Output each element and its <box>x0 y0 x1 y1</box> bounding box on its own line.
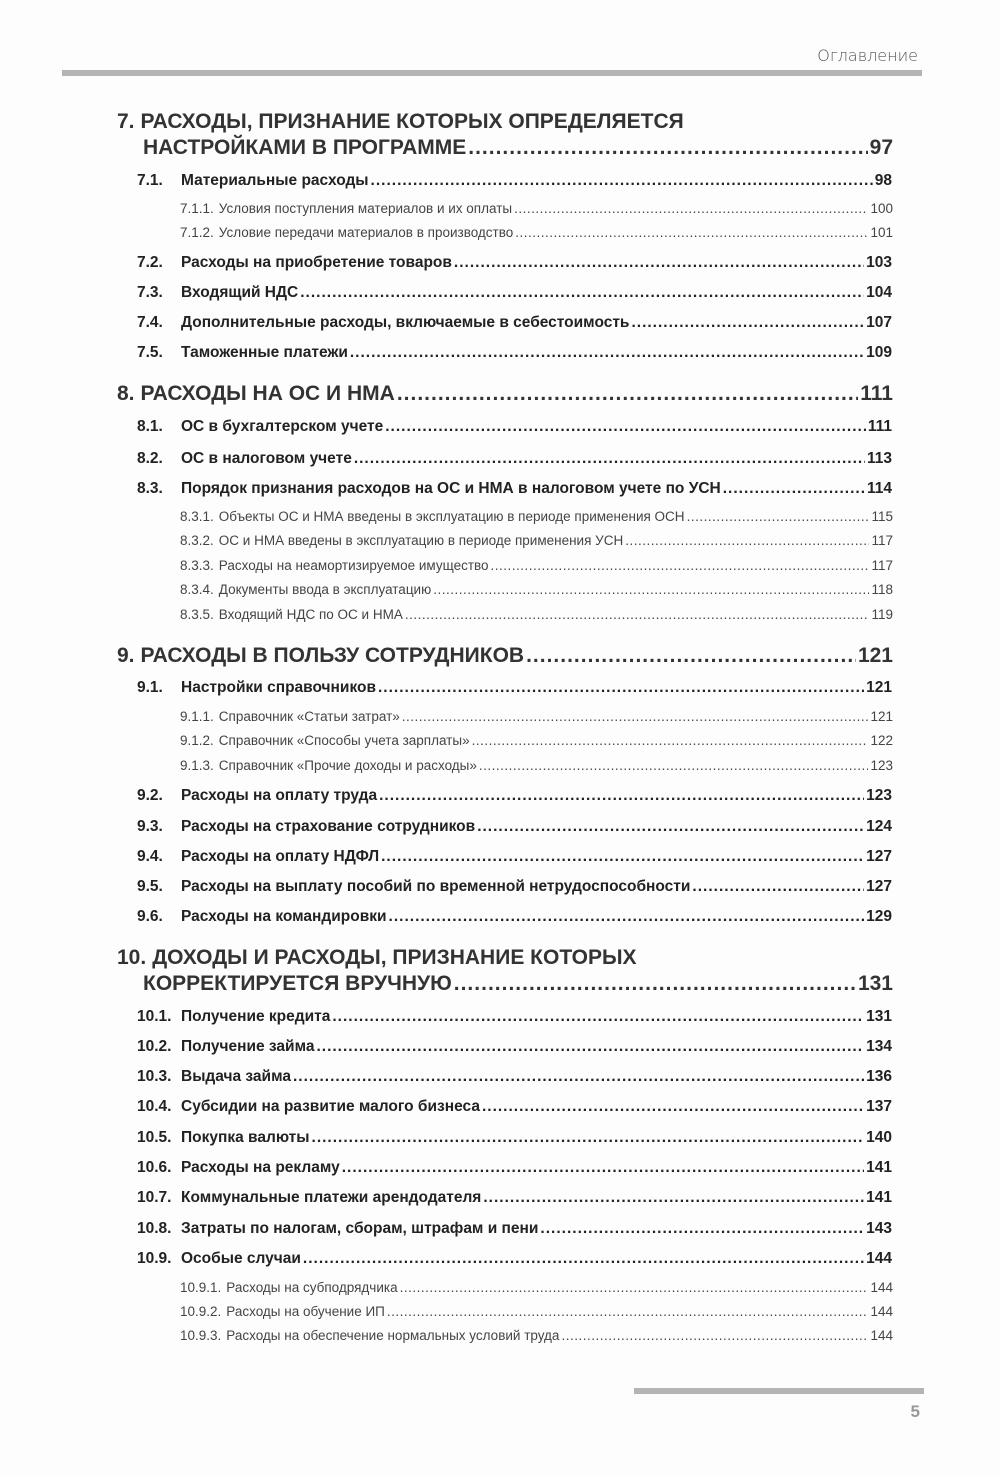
entry-title: Расходы на оплату НДФЛ <box>181 848 380 865</box>
dot-leader <box>350 344 864 362</box>
entry-title: Справочник «Прочие доходы и расходы» <box>218 758 477 773</box>
entry-page: 140 <box>866 1129 892 1146</box>
entry-number: 10.3. <box>137 1068 172 1085</box>
entry-number: 7.2. <box>137 254 163 271</box>
entry-number: 8.1. <box>137 418 163 435</box>
entry-title: Расходы на приобретение товаров <box>181 254 452 271</box>
toc-entry[interactable] <box>137 344 892 362</box>
entry-page: 127 <box>866 878 892 895</box>
toc-entry[interactable] <box>137 418 892 436</box>
entry-title: Входящий НДС <box>181 284 299 301</box>
entry-page: 107 <box>866 314 892 331</box>
entry-title: Порядок признания расходов на ОС и НМА в налоговом учете по УСН <box>181 480 721 497</box>
entry-page: 111 <box>867 418 892 435</box>
entry-title: Материальные расходы <box>181 172 369 189</box>
dot-leader <box>303 1250 864 1268</box>
entry-title: ОС в бухгалтерском учете <box>181 418 384 435</box>
toc-entry[interactable] <box>180 733 893 748</box>
entry-number: 7.5. <box>137 344 163 361</box>
entry-page: 131 <box>857 972 893 995</box>
dot-leader <box>293 1068 864 1086</box>
entry-page: 109 <box>866 344 892 361</box>
toc-entry[interactable] <box>137 1250 892 1268</box>
dot-leader <box>515 225 868 240</box>
dot-leader <box>385 418 866 436</box>
entry-title: Получение займа <box>181 1038 315 1055</box>
entry-title: Документы ввода в эксплуатацию <box>218 582 432 597</box>
entry-title: РАСХОДЫ В ПОЛЬЗУ СОТРУДНИКОВ <box>140 644 525 667</box>
toc-entry[interactable] <box>180 607 893 622</box>
entry-number: 10.9.1. <box>180 1280 222 1295</box>
entry-title: Таможенные платежи <box>181 344 348 361</box>
dot-leader <box>381 848 864 866</box>
toc-entry[interactable] <box>137 908 892 926</box>
entry-number: 9.1.2. <box>180 733 214 748</box>
entry-number: 9.1. <box>137 679 163 696</box>
toc-entry[interactable] <box>180 558 893 573</box>
toc-entry[interactable] <box>180 1328 893 1343</box>
footer-rule <box>634 1388 924 1394</box>
entry-number: 10.8. <box>137 1220 172 1237</box>
entry-page: 144 <box>866 1250 892 1267</box>
toc-entry[interactable] <box>180 582 893 597</box>
entry-number: 7.1.1. <box>180 201 214 216</box>
entry-number: 8. <box>117 382 135 405</box>
entry-number: 7.3. <box>137 284 163 301</box>
toc-entry[interactable] <box>137 254 892 272</box>
entry-title: Особые случаи <box>181 1250 301 1267</box>
entry-page: 144 <box>870 1280 893 1295</box>
entry-page: 117 <box>871 558 893 573</box>
toc-entry[interactable] <box>180 225 893 240</box>
dot-leader <box>483 1189 864 1207</box>
toc-entry[interactable] <box>137 450 892 468</box>
toc-entry[interactable] <box>117 644 893 668</box>
entry-title: Справочник «Статьи затрат» <box>218 709 400 724</box>
entry-number: 8.3.1. <box>180 509 214 524</box>
entry-title: Коммунальные платежи арендодателя <box>181 1189 482 1206</box>
entry-title-cont: КОРРЕКТИРУЕТСЯ ВРУЧНУЮ <box>143 972 452 995</box>
entry-page: 121 <box>870 709 893 724</box>
toc-entry[interactable] <box>180 709 893 724</box>
toc-entry[interactable] <box>137 1038 892 1056</box>
entry-title: Расходы на неамортизируемое имущество <box>218 558 489 573</box>
entry-title: Расходы на командировки <box>181 908 387 925</box>
toc-entry[interactable] <box>137 1189 892 1207</box>
entry-page: 122 <box>870 733 893 748</box>
toc-entry-line1 <box>117 110 893 134</box>
entry-number: 10.1. <box>137 1008 172 1025</box>
dot-leader <box>454 254 864 272</box>
entry-page: 136 <box>866 1068 892 1085</box>
dot-leader <box>387 1304 869 1319</box>
entry-number: 9.1.1. <box>180 709 214 724</box>
toc-entry[interactable] <box>137 480 892 498</box>
entry-title: Расходы на оплату труда <box>181 787 378 804</box>
toc-entry[interactable] <box>143 972 893 996</box>
entry-page: 131 <box>866 1008 892 1025</box>
entry-number: 10.5. <box>137 1129 172 1146</box>
toc-entry[interactable] <box>143 136 893 160</box>
entry-page: 127 <box>866 848 892 865</box>
entry-title: Входящий НДС по ОС и НМА <box>218 607 403 622</box>
entry-page: 101 <box>870 225 893 240</box>
entry-number: 10.2. <box>137 1038 172 1055</box>
dot-leader <box>316 1038 864 1056</box>
dot-leader <box>342 1159 864 1177</box>
toc-entry[interactable] <box>180 1304 893 1319</box>
dot-leader <box>692 878 864 896</box>
toc-entry[interactable] <box>137 1220 892 1238</box>
entry-number: 9.6. <box>137 908 163 925</box>
entry-title: ОС в налоговом учете <box>181 450 352 467</box>
entry-title: Объекты ОС и НМА введены в эксплуатацию в периоде применения ОСН <box>218 509 685 524</box>
entry-number: 10.9. <box>137 1250 172 1267</box>
dot-leader <box>477 818 864 836</box>
entry-title: ДОХОДЫ И РАСХОДЫ, ПРИЗНАНИЕ КОТОРЫХ <box>152 946 637 969</box>
toc-entry[interactable] <box>117 382 893 406</box>
dot-leader <box>631 314 864 332</box>
entry-title: Условие передачи материалов в производство <box>218 225 514 240</box>
entry-number: 7.1.2. <box>180 225 214 240</box>
toc-entry[interactable] <box>180 1280 893 1295</box>
dot-leader <box>354 450 865 468</box>
entry-title: Расходы на выплату пособий по временной нетрудоспособности <box>181 878 691 895</box>
toc-entry[interactable] <box>180 509 893 524</box>
entry-page: 113 <box>866 450 892 467</box>
dot-leader <box>300 284 864 302</box>
header-rule <box>62 70 922 76</box>
toc-entry[interactable] <box>180 533 893 548</box>
entry-number: 10.4. <box>137 1098 172 1115</box>
toc-entry[interactable] <box>137 1068 892 1086</box>
dot-leader <box>491 558 870 573</box>
entry-number: 10.7. <box>137 1189 172 1206</box>
entry-number: 10.9.2. <box>180 1304 222 1319</box>
entry-title: Дополнительные расходы, включаемые в себестоимость <box>181 314 630 331</box>
dot-leader <box>405 607 870 622</box>
entry-number: 9.4. <box>137 848 163 865</box>
entry-page: 104 <box>866 284 892 301</box>
entry-title: Настройки справочников <box>181 679 376 696</box>
toc-entry[interactable] <box>137 878 892 896</box>
entry-number: 7.1. <box>137 172 163 189</box>
entry-title: Расходы на страхование сотрудников <box>181 818 476 835</box>
entry-number: 9.2. <box>137 787 163 804</box>
entry-title: Условия поступления материалов и их оплаты <box>218 201 513 216</box>
entry-page: 144 <box>870 1328 893 1343</box>
toc-entry[interactable] <box>180 758 893 773</box>
dot-leader <box>378 679 864 697</box>
entry-number: 8.3.5. <box>180 607 214 622</box>
dot-leader <box>514 201 868 216</box>
entry-title: Расходы на обеспечение нормальных условий труда <box>226 1328 560 1343</box>
entry-title-cont: НАСТРОЙКАМИ В ПРОГРАММЕ <box>143 136 467 159</box>
toc-entry[interactable] <box>137 284 892 302</box>
entry-number: 8.3.2. <box>180 533 214 548</box>
dot-leader <box>561 1328 868 1343</box>
entry-number: 7.4. <box>137 314 163 331</box>
toc-entry[interactable] <box>137 1159 892 1177</box>
dot-leader <box>389 908 865 926</box>
entry-title: Выдача займа <box>181 1068 291 1085</box>
entry-number: 8.3.3. <box>180 558 214 573</box>
entry-title: Расходы на субподрядчика <box>226 1280 398 1295</box>
entry-page: 123 <box>870 758 893 773</box>
dot-leader <box>625 533 869 548</box>
toc-entry[interactable] <box>137 679 892 697</box>
entry-page: 137 <box>866 1098 892 1115</box>
dot-leader <box>482 1098 864 1116</box>
entry-page: 144 <box>870 1304 893 1319</box>
entry-title: Затраты по налогам, сборам, штрафам и пени <box>181 1220 539 1237</box>
entry-page: 143 <box>866 1220 892 1237</box>
entry-title: ОС и НМА введены в эксплуатацию в периоде применения УСН <box>218 533 624 548</box>
entry-number: 7. <box>117 110 135 133</box>
entry-number: 9.1.3. <box>180 758 214 773</box>
entry-page: 141 <box>866 1189 892 1206</box>
entry-number: 10.6. <box>137 1159 172 1176</box>
entry-title: Расходы на рекламу <box>181 1159 340 1176</box>
entry-page: 118 <box>871 582 893 597</box>
entry-title: Покупка валюты <box>181 1129 310 1146</box>
toc-entry[interactable] <box>137 314 892 332</box>
toc-entry-line1 <box>117 946 893 970</box>
dot-leader <box>454 972 856 996</box>
entry-title: Справочник «Способы учета зарплаты» <box>218 733 470 748</box>
toc-entry[interactable] <box>180 201 893 216</box>
dot-leader <box>540 1220 864 1238</box>
dot-leader <box>400 1280 869 1295</box>
toc-entry[interactable] <box>137 1008 892 1026</box>
entry-number: 8.3. <box>137 480 163 497</box>
entry-number: 10.9.3. <box>180 1328 222 1343</box>
entry-title: Получение кредита <box>181 1008 331 1025</box>
entry-page: 114 <box>866 480 892 497</box>
entry-page: 121 <box>857 644 893 667</box>
entry-page: 124 <box>866 818 892 835</box>
entry-page: 121 <box>866 679 892 696</box>
entry-page: 134 <box>866 1038 892 1055</box>
entry-number: 9. <box>117 644 135 667</box>
dot-leader <box>379 787 864 805</box>
toc-entry[interactable] <box>137 1129 892 1147</box>
toc-entry[interactable] <box>137 1098 892 1116</box>
dot-leader <box>371 172 873 190</box>
entry-number: 9.5. <box>137 878 163 895</box>
toc-entry[interactable] <box>137 818 892 836</box>
entry-page: 98 <box>874 172 892 189</box>
page-number: 5 <box>910 1402 920 1421</box>
entry-number: 8.2. <box>137 450 163 467</box>
entry-page: 129 <box>866 908 892 925</box>
running-header: Оглавление <box>817 46 918 65</box>
entry-number: 9.3. <box>137 818 163 835</box>
dot-leader <box>402 709 869 724</box>
toc-entry[interactable] <box>137 787 892 805</box>
entry-page: 119 <box>871 607 893 622</box>
dot-leader <box>332 1008 864 1026</box>
dot-leader <box>468 136 867 160</box>
entry-page: 115 <box>871 509 893 524</box>
dot-leader <box>312 1129 865 1147</box>
entry-page: 97 <box>869 136 893 159</box>
entry-number: 8.3.4. <box>180 582 214 597</box>
entry-title: РАСХОДЫ НА ОС И НМА <box>140 382 395 405</box>
dot-leader <box>723 480 865 498</box>
entry-title: Расходы на обучение ИП <box>226 1304 385 1319</box>
dot-leader <box>479 758 869 773</box>
dot-leader <box>433 582 869 597</box>
dot-leader <box>687 509 870 524</box>
entry-number: 10. <box>117 946 147 969</box>
entry-page: 141 <box>866 1159 892 1176</box>
entry-title: Субсидии на развитие малого бизнеса <box>181 1098 480 1115</box>
entry-page: 123 <box>866 787 892 804</box>
toc-entry[interactable] <box>137 172 892 190</box>
entry-page: 100 <box>870 201 893 216</box>
entry-page: 103 <box>866 254 892 271</box>
entry-page: 111 <box>860 382 893 405</box>
dot-leader <box>526 644 856 668</box>
entry-title: РАСХОДЫ, ПРИЗНАНИЕ КОТОРЫХ ОПРЕДЕЛЯЕТСЯ <box>140 110 684 133</box>
toc-entry[interactable] <box>137 848 892 866</box>
dot-leader <box>397 382 858 406</box>
dot-leader <box>472 733 869 748</box>
entry-page: 117 <box>871 533 893 548</box>
